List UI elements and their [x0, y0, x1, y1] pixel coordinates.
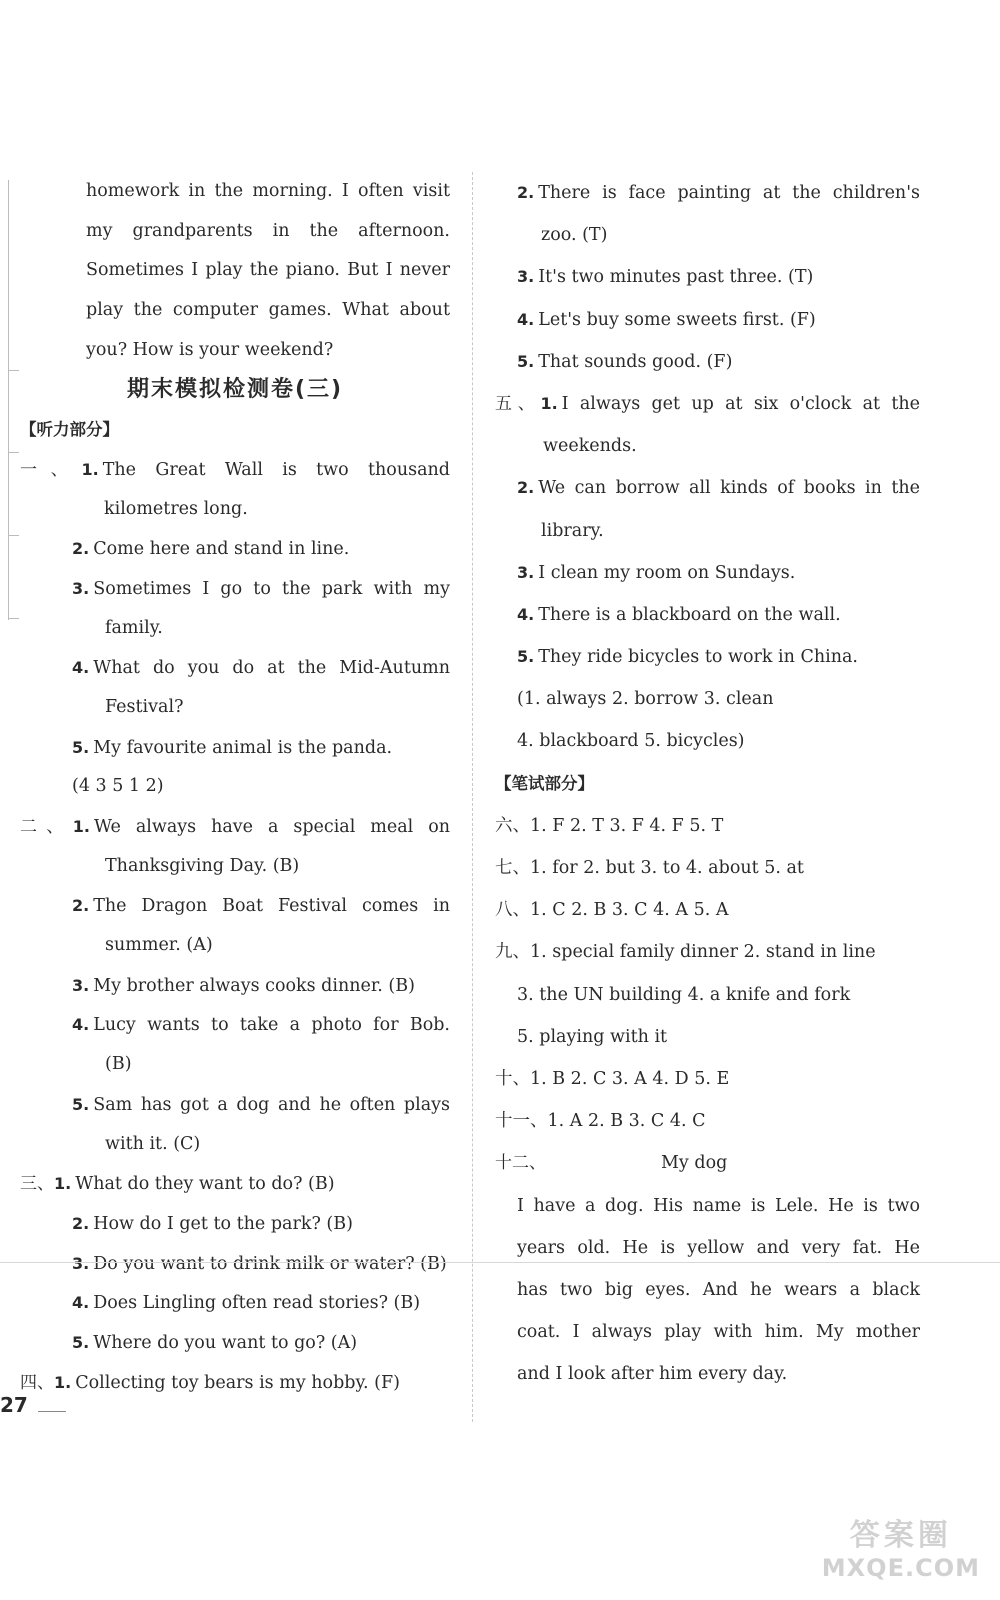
line-text: The Dragon Boat Festival comes in [93, 896, 450, 917]
answer-line [495, 974, 920, 1016]
line-text: I clean my room on Sundays. [538, 562, 796, 583]
answer-line [20, 1244, 450, 1284]
answer-line [20, 212, 450, 252]
line-text: years old. He is yellow and very fat. He [517, 1237, 920, 1258]
answer-line [20, 1164, 450, 1204]
line-text: My brother always cooks dinner. (B) [93, 975, 415, 996]
line-text: with it. (C) [105, 1133, 201, 1154]
line-text: We always have a special meal on [93, 817, 450, 837]
answer-line [20, 251, 450, 291]
answer-line [495, 383, 920, 425]
line-text: Sometimes I play the piano. But I never [86, 260, 450, 281]
line-text: I have a dog. His name is Lele. He is two [517, 1195, 920, 1216]
answer-line [20, 767, 450, 807]
left-column [20, 172, 450, 1402]
answer-line [20, 1085, 450, 1125]
answer-line [20, 1005, 450, 1045]
page-number: 27 [0, 1393, 28, 1417]
item-number: 2. [517, 183, 535, 202]
line-text: 【笔试部分】 [495, 773, 594, 793]
answer-line [495, 678, 920, 720]
answer-line [20, 569, 450, 609]
answer-line [20, 1045, 450, 1085]
question-group-label: 十二、 [495, 1153, 546, 1174]
answer-line [20, 728, 450, 768]
question-group-label: 四、 [20, 1372, 54, 1393]
item-number: 3. [517, 267, 535, 287]
line-text: 七、1. for 2. but 3. to 4. about 5. at [495, 858, 804, 878]
section-title [20, 370, 450, 410]
line-text: (4 3 5 1 2) [72, 776, 164, 797]
item-number: 4. [517, 604, 535, 624]
line-text: Festival? [105, 696, 184, 717]
answer-line [20, 1125, 450, 1165]
answer-line [20, 529, 450, 569]
line-text: My favourite animal is the panda. [93, 737, 393, 758]
line-text: kilometres long. [104, 498, 248, 519]
line-text: 3. the UN building 4. a knife and fork [517, 984, 851, 1005]
answer-line [495, 172, 920, 214]
line-text: weekends. [543, 436, 637, 457]
answer-line [20, 291, 450, 331]
question-group-label: 二、 [20, 817, 73, 837]
line-text: 十一、1. A 2. B 3. C 4. C [495, 1111, 706, 1132]
section-header [20, 410, 450, 450]
line-text: my grandparents in the afternoon. [86, 220, 450, 241]
section-header [495, 763, 920, 805]
line-text: I always get up at six o'clock at the [561, 393, 920, 414]
line-text: What do they want to do? (B) [75, 1174, 335, 1195]
item-number: 2. [517, 478, 535, 498]
line-text: We can borrow all kinds of books in the [538, 478, 920, 499]
item-number: 4. [517, 309, 535, 329]
item-number: 3. [72, 1253, 90, 1273]
line-text: The Great Wall is two thousand [102, 459, 451, 480]
line-text: (1. always 2. borrow 3. clean [517, 689, 774, 710]
answer-line [495, 847, 920, 889]
answer-line [20, 1363, 450, 1403]
line-text: What do you do at the Mid-Autumn [93, 658, 450, 679]
line-text: Let's buy some sweets first. (F) [538, 309, 816, 330]
line-text: Sometimes I go to the park with my [93, 578, 450, 599]
answer-line [495, 594, 920, 636]
line-text: Come here and stand in line. [93, 539, 350, 560]
question-group-label: 五、 [495, 393, 541, 414]
answer-line [495, 931, 920, 973]
item-number: 4. [72, 1293, 90, 1313]
right-column [495, 172, 920, 1395]
item-number: 2. [72, 896, 90, 916]
answer-line [20, 886, 450, 926]
answer-line [495, 1311, 920, 1353]
answer-line [20, 331, 450, 371]
watermark-logo-text: 答案圈 [849, 1518, 952, 1553]
question-group-label: 一、 [20, 459, 82, 480]
line-text: (B) [105, 1054, 132, 1075]
answer-line [495, 805, 920, 847]
line-text: 【听力部分】 [20, 420, 119, 440]
item-number: 2. [72, 539, 90, 559]
line-text: 5. playing with it [517, 1026, 668, 1047]
answer-line [20, 490, 450, 530]
item-number: 5. [517, 351, 535, 371]
line-text: My dog [661, 1153, 728, 1174]
answer-line [20, 450, 450, 490]
line-text: It's two minutes past three. (T) [538, 267, 814, 288]
item-number: 5. [72, 1332, 90, 1352]
line-text: There is a blackboard on the wall. [538, 604, 841, 625]
answer-line [20, 609, 450, 649]
answer-line [495, 1058, 920, 1100]
item-number: 3. [72, 578, 90, 598]
answer-line [20, 926, 450, 966]
answer-line [495, 552, 920, 594]
item-number: 1. [540, 393, 558, 413]
edge-tick [9, 618, 19, 619]
line-text: 十、1. B 2. C 3. A 4. D 5. E [495, 1068, 730, 1089]
answer-line [495, 889, 920, 931]
answer-line [495, 1016, 920, 1058]
item-number: 4. [72, 658, 90, 678]
answer-line [495, 341, 920, 383]
answer-line [495, 1142, 920, 1184]
line-text: homework in the morning. I often visit [86, 181, 450, 201]
answer-line [20, 172, 450, 212]
answer-line [20, 1283, 450, 1323]
line-text: Collecting toy bears is my hobby. (F) [75, 1372, 400, 1393]
answer-line [20, 1204, 450, 1244]
page-number-rule [38, 1411, 66, 1412]
line-text: summer. (A) [105, 935, 213, 956]
answer-line [495, 214, 920, 256]
line-text: 九、1. special family dinner 2. stand in line [495, 942, 876, 963]
answer-line [495, 425, 920, 467]
item-number: 5. [517, 647, 535, 667]
scan-line [0, 1262, 1000, 1263]
item-number: 4. [72, 1015, 90, 1035]
answer-line [495, 467, 920, 509]
answer-line [20, 847, 450, 887]
line-text: 六、1. F 2. T 3. F 4. F 5. T [495, 815, 724, 836]
edge-tick [9, 452, 19, 453]
line-text: How do I get to the park? (B) [93, 1213, 353, 1234]
line-text: play the computer games. What about [86, 300, 450, 321]
line-text: Lucy wants to take a photo for Bob. [93, 1015, 450, 1036]
column-divider [472, 172, 473, 1422]
answer-line [495, 1185, 920, 1227]
line-text: Sam has got a dog and he often plays [93, 1094, 450, 1115]
line-text: Thanksgiving Day. (B) [105, 855, 300, 876]
item-number: 1. [72, 817, 90, 836]
item-number: 1. [81, 459, 99, 479]
line-text: Do you want to drink milk or water? (B) [93, 1253, 447, 1274]
answer-line [495, 1100, 920, 1142]
line-text: zoo. (T) [541, 225, 608, 246]
answer-line [495, 720, 920, 762]
answer-line [20, 1323, 450, 1363]
answer-line [495, 510, 920, 552]
answer-line [495, 636, 920, 678]
line-text: and I look after him every day. [517, 1364, 788, 1385]
item-number: 5. [72, 737, 90, 757]
line-text: library. [541, 520, 604, 541]
line-text: 4. blackboard 5. bicycles) [517, 731, 745, 752]
answer-line [495, 1353, 920, 1395]
answer-line [20, 688, 450, 728]
answer-line [495, 256, 920, 298]
line-text: family. [105, 617, 163, 638]
line-text: you? How is your weekend? [86, 339, 334, 360]
answer-line [20, 966, 450, 1006]
item-number: 5. [72, 1094, 90, 1114]
answer-line [20, 807, 450, 847]
line-text: That sounds good. (F) [538, 351, 733, 372]
answer-line [495, 1269, 920, 1311]
watermark-url: MXQE.COM [821, 1554, 980, 1582]
item-number: 1. [54, 1174, 72, 1194]
answer-line [495, 299, 920, 341]
line-text: Where do you want to go? (A) [93, 1332, 358, 1353]
line-text: 八、1. C 2. B 3. C 4. A 5. A [495, 900, 729, 921]
line-text: There is face painting at the children's [538, 183, 920, 203]
line-text: They ride bicycles to work in China. [538, 647, 858, 668]
edge-tick [9, 535, 19, 536]
answer-line [20, 648, 450, 688]
line-text: coat. I always play with him. My mother [517, 1322, 920, 1343]
line-text: 期末模拟检测卷(三) [126, 377, 344, 403]
item-number: 1. [54, 1372, 72, 1392]
binding-edge-line [8, 180, 9, 620]
question-group-label: 三、 [20, 1174, 54, 1195]
watermark [822, 1510, 980, 1582]
item-number: 3. [72, 975, 90, 995]
line-text: Does Lingling often read stories? (B) [93, 1293, 421, 1314]
item-number: 2. [72, 1213, 90, 1233]
edge-tick [9, 370, 19, 371]
line-text: has two big eyes. And he wears a black [517, 1279, 920, 1300]
item-number: 3. [517, 562, 535, 582]
